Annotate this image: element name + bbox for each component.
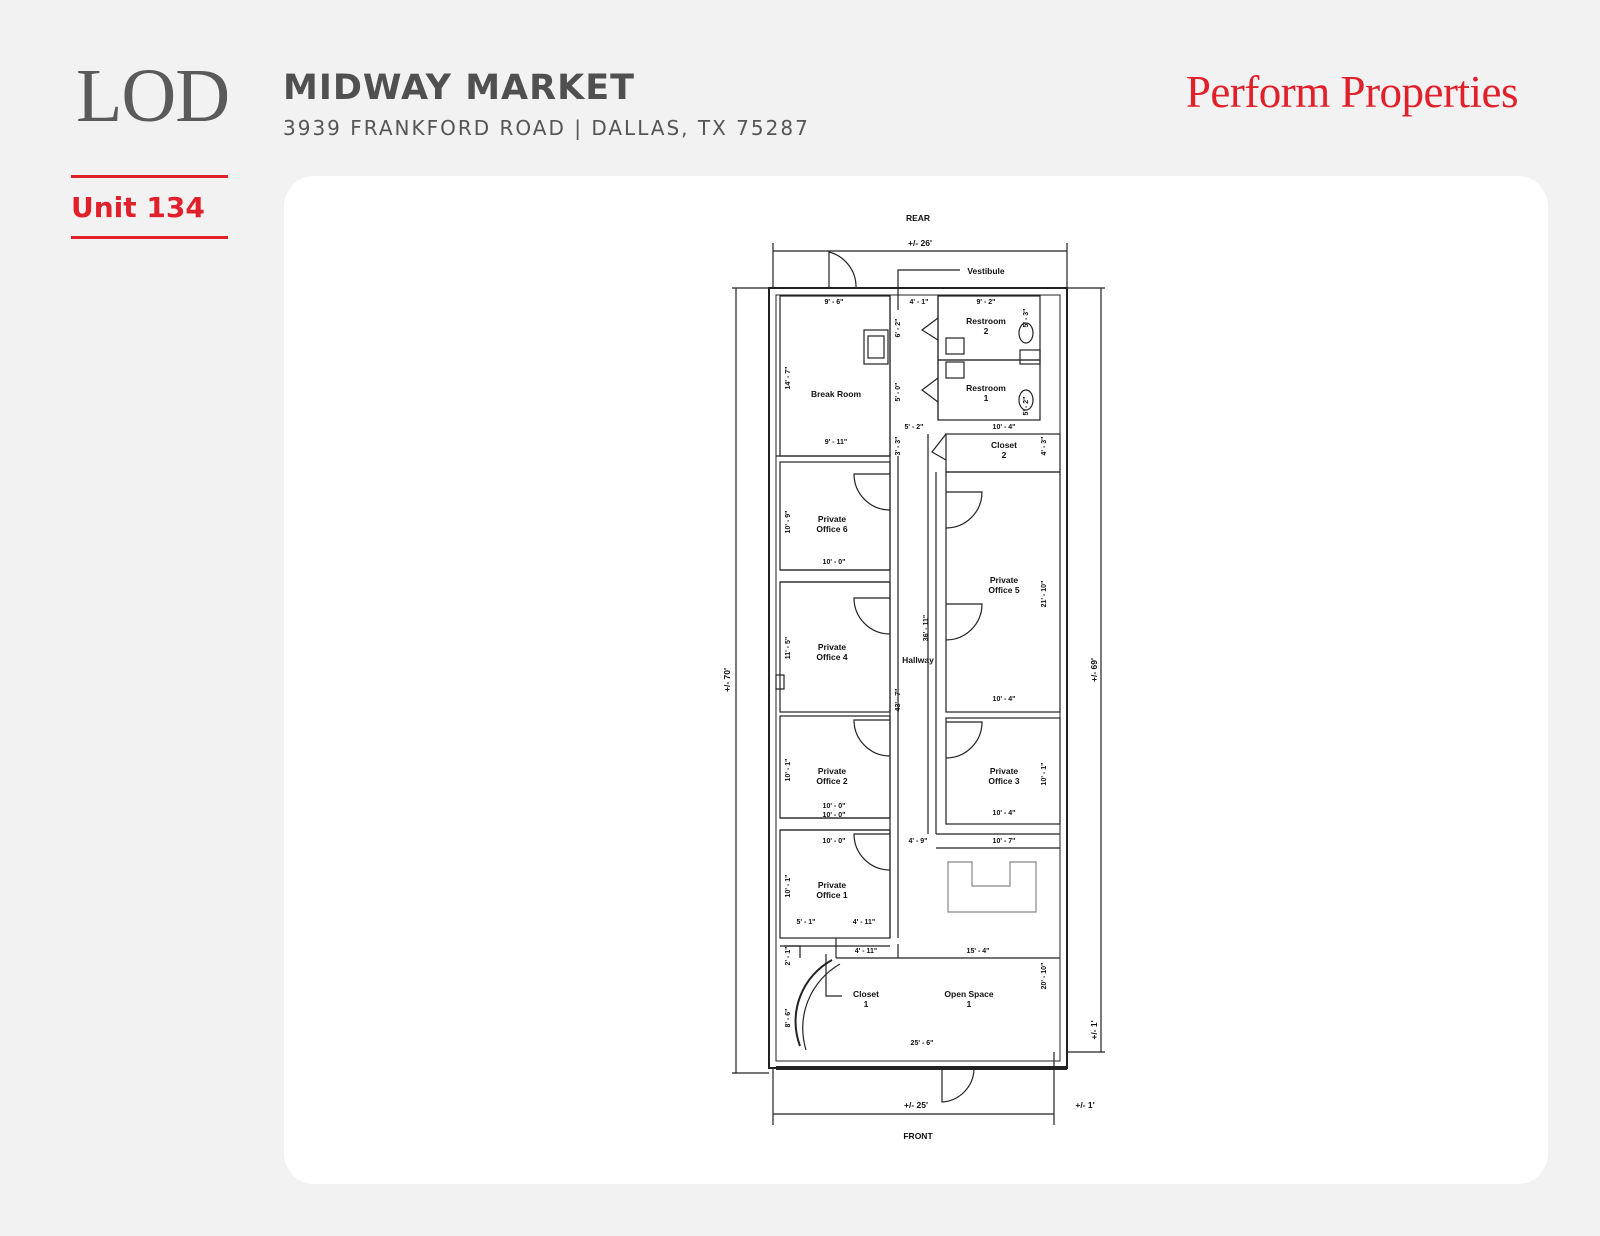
dim-label: 5' - 2" bbox=[904, 424, 924, 431]
restroom-2-label: Restroom bbox=[966, 316, 1006, 326]
lavatory bbox=[946, 338, 964, 354]
lod-logo: LOD bbox=[76, 54, 230, 138]
reception-counter bbox=[948, 862, 1036, 912]
brand-logo: Perform Properties bbox=[1185, 67, 1518, 117]
dim-label: 9' - 2" bbox=[976, 299, 996, 306]
dim-label: 5' - 3" bbox=[1023, 308, 1030, 328]
dim-label: 20' - 10" bbox=[1041, 962, 1048, 990]
dim-label: 10' - 9" bbox=[785, 510, 792, 534]
dim-label: 4' - 11" bbox=[854, 948, 878, 955]
hallway-label: Hallway bbox=[902, 655, 934, 665]
dim-label: 10' - 0" bbox=[822, 803, 846, 810]
dim-label: 25' - 6" bbox=[910, 1040, 934, 1047]
dim-label: 9' - 11" bbox=[824, 439, 848, 446]
dim-label: 8' - 6" bbox=[785, 1008, 792, 1028]
property-address: 3939 FRANKFORD ROAD | DALLAS, TX 75287 bbox=[283, 116, 810, 140]
dim-label: 21' - 10" bbox=[1041, 580, 1048, 608]
dim-label: 5' - 1" bbox=[796, 919, 816, 926]
restroom-1-label: Restroom bbox=[966, 383, 1006, 393]
front-label: FRONT bbox=[903, 1131, 933, 1141]
closet-1-leader bbox=[826, 954, 842, 996]
dim-label: 10' - 1" bbox=[785, 758, 792, 782]
dim-label: 3' - 3" bbox=[895, 436, 902, 456]
dim-label: 10' - 4" bbox=[992, 696, 1016, 703]
closet-2-number: 2 bbox=[1001, 450, 1007, 460]
office-3-number: Office 3 bbox=[988, 776, 1020, 786]
lavatory bbox=[946, 362, 964, 378]
restroom-1-door bbox=[922, 378, 938, 402]
closet-1-number: 1 bbox=[863, 999, 869, 1009]
dim-label: 5' - 2" bbox=[1023, 396, 1030, 416]
dim-label: 36' - 11" bbox=[923, 614, 930, 642]
dim-label: 10' - 7" bbox=[992, 838, 1016, 845]
office-1-label: Private bbox=[817, 880, 847, 890]
office-5-door bbox=[946, 492, 982, 528]
closet-1-label: Closet bbox=[853, 989, 879, 999]
dim-label: 10' - 0" bbox=[822, 838, 846, 845]
office-6-label: Private bbox=[817, 514, 847, 524]
dim-right-depth: +/- 69' bbox=[1089, 658, 1099, 682]
break-room-label: Break Room bbox=[810, 389, 862, 399]
rear-door-swing bbox=[829, 252, 856, 288]
office-1-door bbox=[854, 834, 890, 870]
front-door-swing bbox=[942, 1068, 974, 1102]
restroom-2-door bbox=[922, 318, 938, 340]
office-5-door-2 bbox=[946, 604, 982, 640]
closet-2-door bbox=[932, 434, 946, 460]
dim-front-width: +/- 25' bbox=[904, 1100, 928, 1110]
dim-label: 10' - 4" bbox=[992, 810, 1016, 817]
open-space-number: 1 bbox=[966, 999, 972, 1009]
office-1-number: Office 1 bbox=[816, 890, 848, 900]
dim-label: 10' - 1" bbox=[785, 874, 792, 898]
dim-right-offset: +/- 1' bbox=[1089, 1020, 1099, 1040]
sink bbox=[868, 336, 884, 358]
dim-label: 4' - 3" bbox=[1041, 436, 1048, 456]
vestibule-label: Vestibule bbox=[967, 266, 1005, 276]
office-2-number: Office 2 bbox=[816, 776, 848, 786]
restroom-2-number: 2 bbox=[983, 326, 989, 336]
closet-1-curved-wall-inner bbox=[803, 964, 840, 1050]
dim-label: 6' - 2" bbox=[895, 318, 902, 338]
dim-front-offset: +/- 1' bbox=[1075, 1100, 1095, 1110]
dim-label: 10' - 0" bbox=[822, 812, 846, 819]
open-space-label: Open Space bbox=[944, 989, 994, 999]
office-4-door bbox=[854, 598, 890, 634]
office-2-door bbox=[854, 720, 890, 756]
break-room-outline bbox=[780, 296, 890, 456]
dim-rear-width: +/- 26' bbox=[908, 238, 932, 248]
grab-bar bbox=[1020, 350, 1040, 364]
vestibule-leader bbox=[898, 270, 960, 310]
office-5-number: Office 5 bbox=[988, 585, 1020, 595]
dim-label: 43' - 7" bbox=[895, 688, 902, 712]
dim-label: 5' - 0" bbox=[895, 382, 902, 402]
dim-label: 10' - 4" bbox=[992, 424, 1016, 431]
office-5-label: Private bbox=[989, 575, 1019, 585]
office-6-number: Office 6 bbox=[816, 524, 848, 534]
dim-label: 11' - 5" bbox=[785, 636, 792, 660]
dim-label: 4' - 1" bbox=[909, 299, 929, 306]
unit-label: Unit 134 bbox=[71, 191, 205, 224]
dim-left-depth: +/- 70' bbox=[722, 668, 732, 692]
dim-label: 10' - 1" bbox=[1041, 762, 1048, 786]
dim-label: 4' - 11" bbox=[852, 919, 876, 926]
dim-label: 4' - 9" bbox=[908, 838, 928, 845]
rear-label: REAR bbox=[905, 213, 931, 223]
dim-label: 9' - 6" bbox=[824, 299, 844, 306]
office-4-number: Office 4 bbox=[816, 652, 848, 662]
dim-label: 14' - 7" bbox=[785, 366, 792, 390]
property-title: MIDWAY MARKET bbox=[283, 68, 635, 108]
restroom-1-number: 1 bbox=[983, 393, 989, 403]
office-6-door bbox=[854, 474, 890, 510]
office-4-label: Private bbox=[817, 642, 847, 652]
office-2-label: Private bbox=[817, 766, 847, 776]
office-3-label: Private bbox=[989, 766, 1019, 776]
closet-2-label: Closet bbox=[991, 440, 1017, 450]
dim-label: 10' - 0" bbox=[822, 559, 846, 566]
dim-label: 2' - 1" bbox=[785, 946, 792, 966]
dim-label: 15' - 4" bbox=[966, 948, 990, 955]
office-3-door bbox=[946, 722, 982, 758]
